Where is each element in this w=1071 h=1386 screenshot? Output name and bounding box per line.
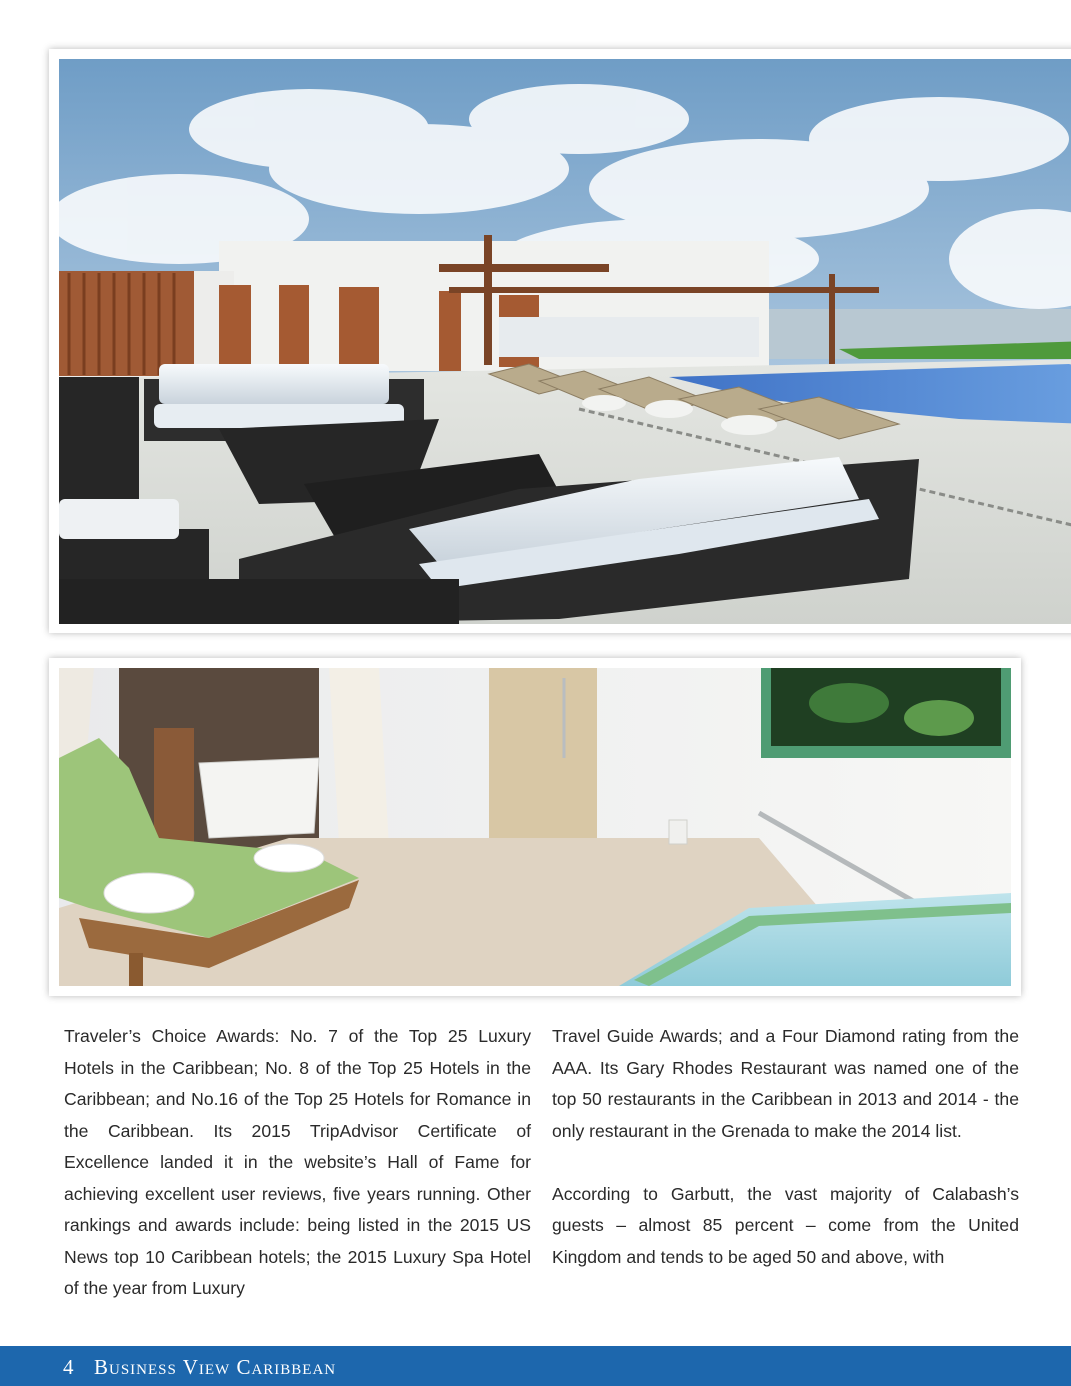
article-column-right	[552, 1021, 1019, 1273]
article-paragraph: Travel Guide Awards; and a Four Diamond rating from the AAA. Its Gary Rhodes Restaurant was named one of the top 50 restaurants in the Caribbean in 2013 and 2014 - the only restaurant in the Grenada to make the 2014 list.	[552, 1026, 1019, 1141]
top-photo	[49, 49, 1071, 633]
publication-title: Business View Caribbean	[94, 1355, 337, 1379]
bottom-photo	[49, 658, 1021, 996]
rooftop-lounge-rendering-image	[59, 59, 1071, 624]
page-footer	[0, 1346, 1071, 1386]
page-number: 4	[63, 1355, 74, 1379]
article-paragraph: Traveler’s Choice Awards: No. 7 of the Top 25 Luxury Hotels in the Caribbean; No. 8 of the Top 25 Hotels in the Caribbean; and No.16 of the Top 25 Hotels for Romance in the Caribbean. Its 2015 TripAdvisor Certificate of Excellence landed it in the website’s Hall of Fame for achieving excellent user reviews, five years running. Other rankings and awards include: being listed in the 2015 US News top 10 Caribbean hotels; the 2015 Luxury Spa Hotel of the year from Luxury	[64, 1026, 531, 1298]
article-paragraph: According to Garbutt, the vast majority of Calabash’s guests – almost 85 percent – come from the United Kingdom and tends to be aged 50 and above, with	[552, 1183, 1019, 1267]
article-column-left	[64, 1021, 531, 1305]
outdoor-spa-suite-image	[59, 668, 1011, 986]
